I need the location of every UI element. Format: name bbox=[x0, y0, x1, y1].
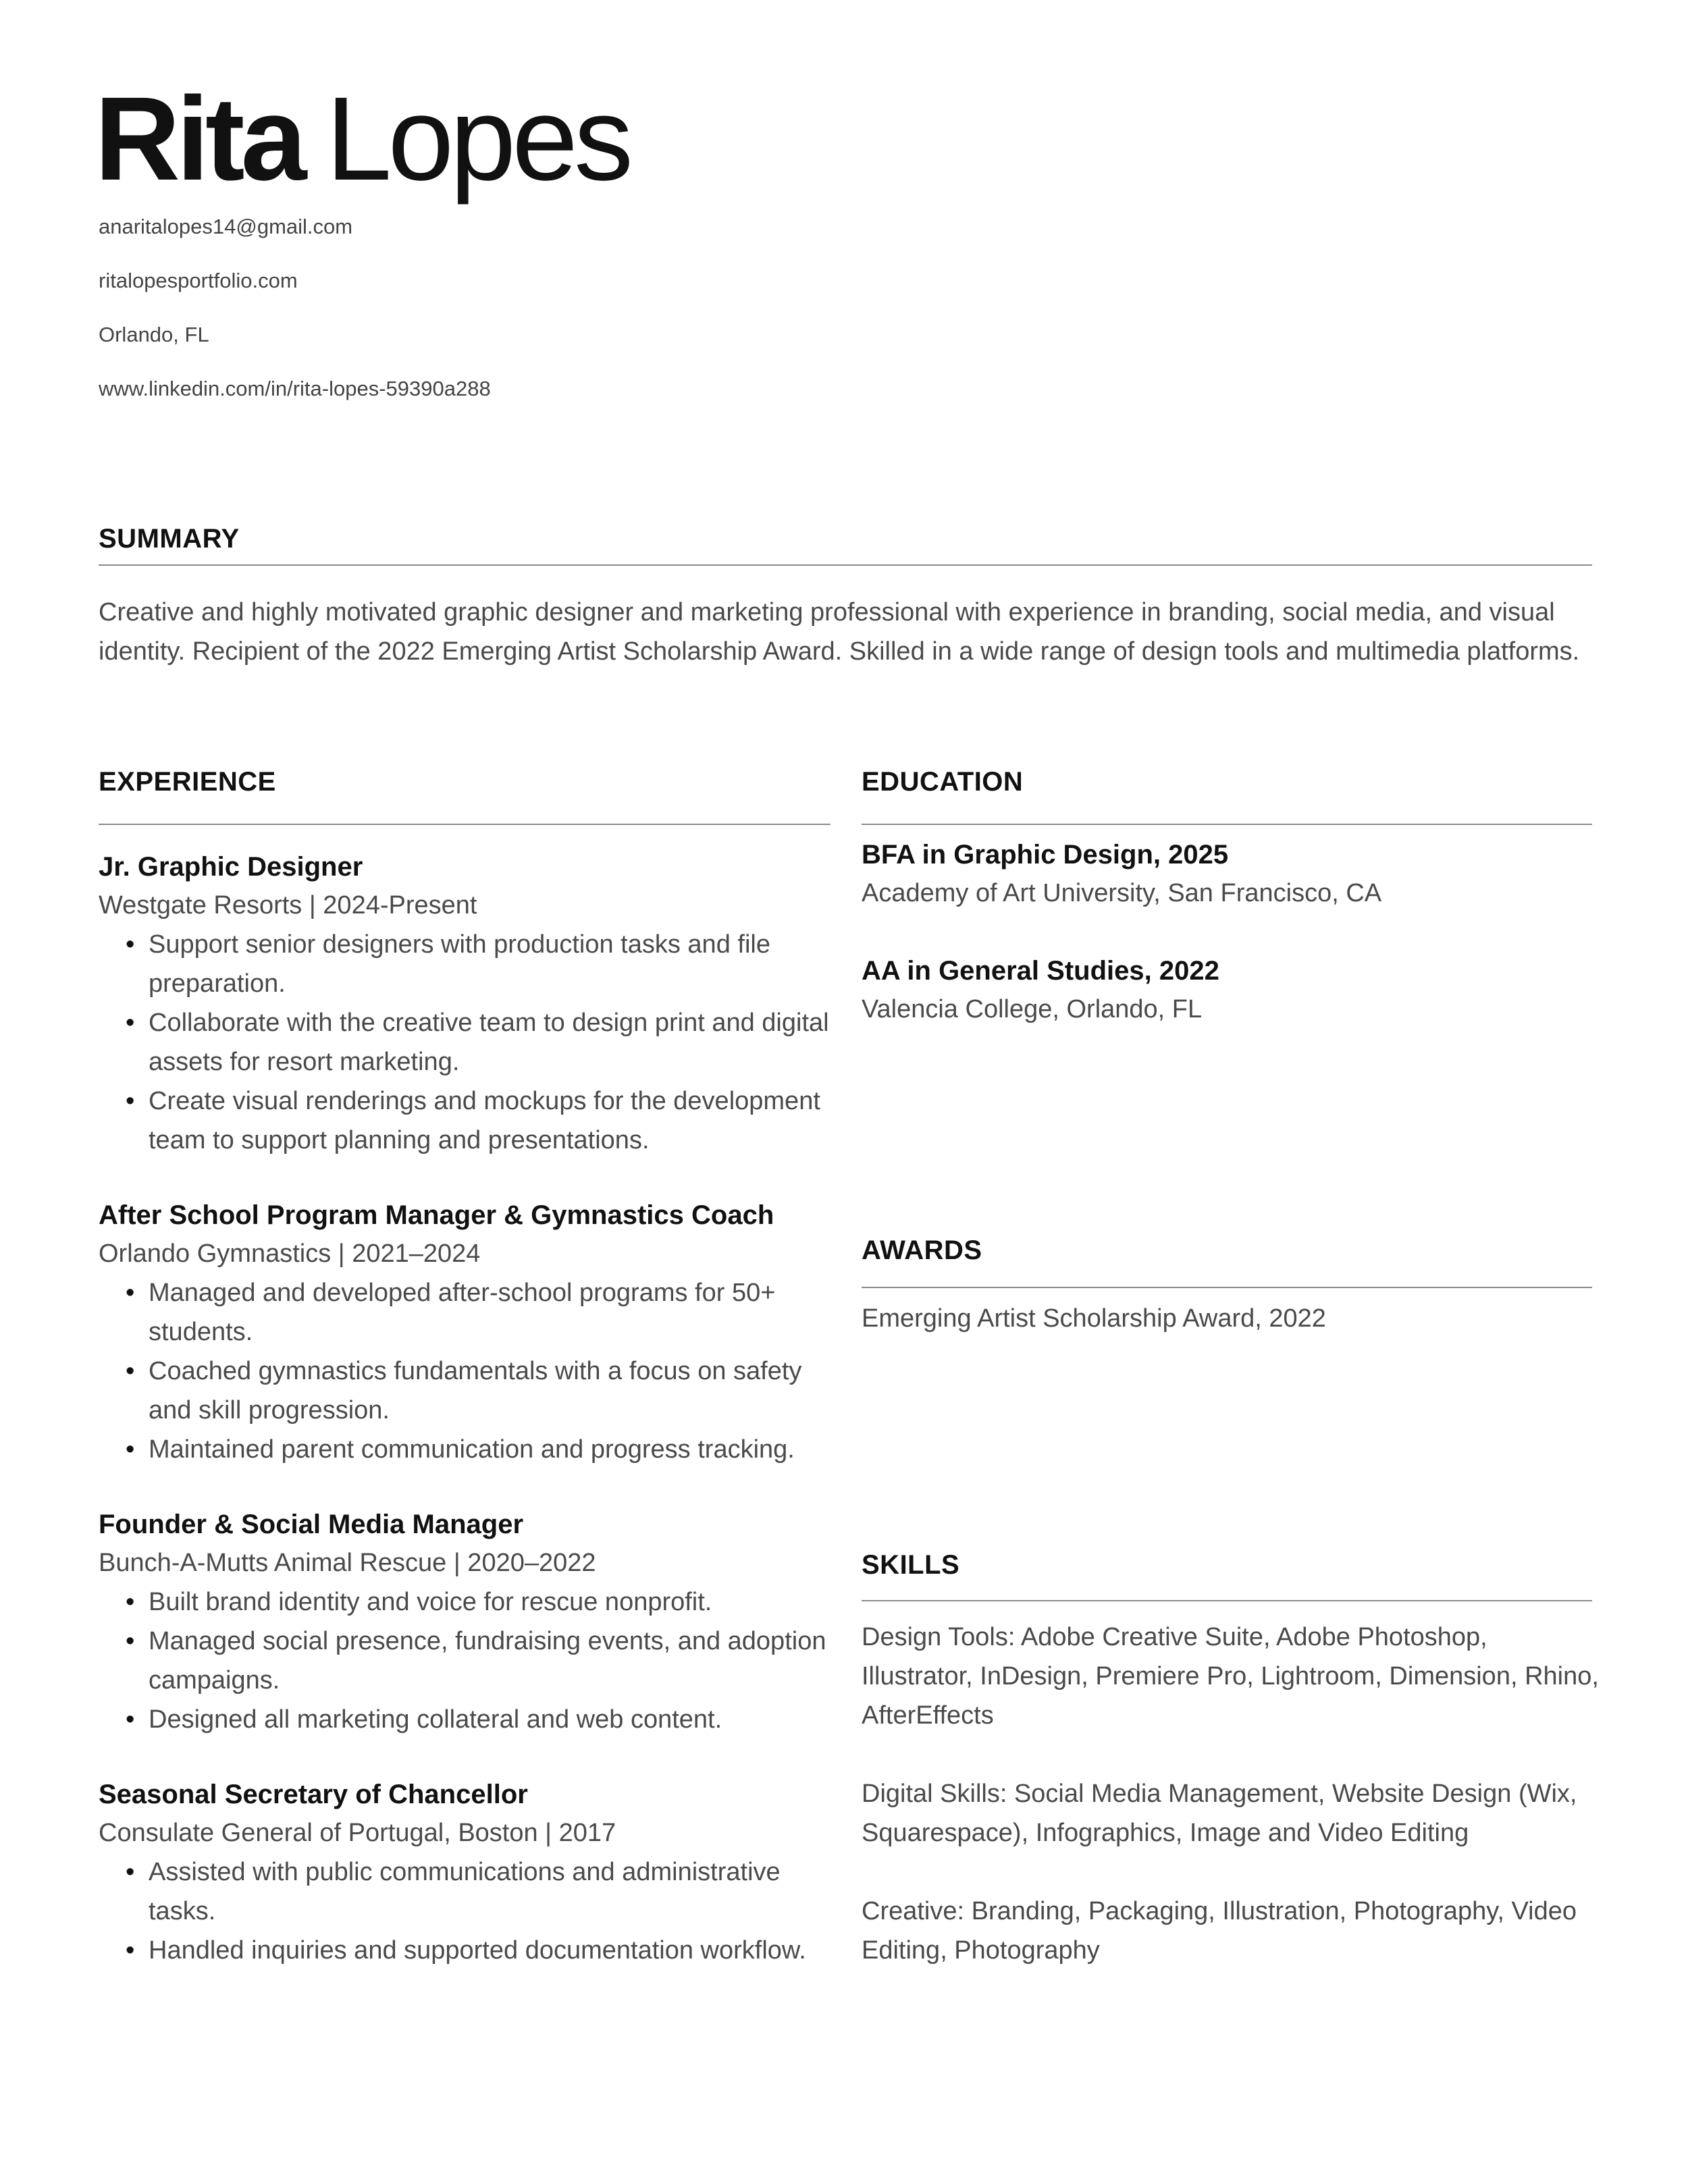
bullet-item bbox=[99, 1430, 848, 1469]
summary-heading: SUMMARY bbox=[99, 524, 240, 554]
first-name: Rita bbox=[95, 73, 303, 205]
bullet-item bbox=[99, 925, 848, 1003]
bullet-item bbox=[99, 1582, 848, 1622]
bullet-dot-icon: • bbox=[126, 1627, 135, 1655]
education-degree: BFA in Graphic Design, 2025 bbox=[862, 840, 1229, 870]
bullet-dot-icon: • bbox=[126, 1588, 135, 1616]
bullet-text: Maintained parent communication and progress tracking. bbox=[149, 1435, 795, 1464]
job-org: Consulate General of Portugal, Boston | 2017 bbox=[99, 1819, 616, 1847]
experience-divider bbox=[99, 824, 830, 825]
skills-creative: Creative: Branding, Packaging, Illustration, Photography, Video Editing, Photography bbox=[862, 1897, 1577, 1965]
skills-divider bbox=[862, 1600, 1592, 1601]
bullet-text: Collaborate with the creative team to design print and digital assets for resort marketing. bbox=[149, 1009, 829, 1076]
award-item: Emerging Artist Scholarship Award, 2022 bbox=[862, 1304, 1326, 1333]
job-bullets bbox=[99, 925, 848, 1160]
job-bullets bbox=[99, 1853, 848, 1970]
bullet-text: Managed and developed after-school programs for 50+ students. bbox=[149, 1279, 776, 1346]
bullet-item bbox=[99, 1931, 848, 1970]
awards-heading: AWARDS bbox=[862, 1235, 982, 1265]
bullet-text: Coached gymnastics fundamentals with a focus on safety and skill progression. bbox=[149, 1357, 802, 1424]
experience-heading: EXPERIENCE bbox=[99, 767, 276, 797]
bullet-item bbox=[99, 1853, 848, 1931]
bullet-dot-icon: • bbox=[126, 1357, 135, 1385]
bullet-dot-icon: • bbox=[126, 1279, 135, 1307]
bullet-text: Built brand identity and voice for rescue nonprofit. bbox=[149, 1588, 712, 1616]
contact-website[interactable]: ritalopesportfolio.com bbox=[99, 269, 298, 292]
education-heading: EDUCATION bbox=[862, 767, 1024, 797]
bullet-item bbox=[99, 1700, 848, 1739]
bullet-dot-icon: • bbox=[126, 1435, 135, 1464]
job-org: Orlando Gymnastics | 2021–2024 bbox=[99, 1240, 481, 1268]
summary-text: Creative and highly motivated graphic designer and marketing professional with experience in branding, social media, and visual identity. Recipient of the 2022 Emerging Artist Scholarship Award. Skilled in a wide range of design tools and multimedia platforms. bbox=[99, 598, 1580, 666]
bullet-text: Support senior designers with production tasks and file preparation. bbox=[149, 930, 770, 998]
job-title: Jr. Graphic Designer bbox=[99, 852, 363, 882]
bullet-text: Assisted with public communications and administrative tasks. bbox=[149, 1858, 781, 1925]
job-title: After School Program Manager & Gymnastics Coach bbox=[99, 1200, 774, 1230]
contact-linkedin[interactable]: www.linkedin.com/in/rita-lopes-59390a288 bbox=[99, 377, 491, 400]
bullet-dot-icon: • bbox=[126, 1936, 135, 1965]
bullet-dot-icon: • bbox=[126, 1858, 135, 1886]
skills-digital: Digital Skills: Social Media Management, Website Design (Wix, Squarespace), Infographics, Image and Video Editing bbox=[862, 1780, 1577, 1847]
bullet-dot-icon: • bbox=[126, 1705, 135, 1734]
job-org: Westgate Resorts | 2024-Present bbox=[99, 891, 477, 920]
education-divider bbox=[862, 824, 1592, 825]
summary-divider bbox=[99, 564, 1592, 566]
job-title: Seasonal Secretary of Chancellor bbox=[99, 1780, 528, 1809]
awards-divider bbox=[862, 1287, 1592, 1288]
bullet-item bbox=[99, 1082, 848, 1160]
bullet-dot-icon: • bbox=[126, 930, 135, 959]
bullet-dot-icon: • bbox=[126, 1009, 135, 1037]
contact-location: Orlando, FL bbox=[99, 323, 209, 346]
contact-email[interactable]: anaritalopes14@gmail.com bbox=[99, 215, 353, 238]
bullet-item bbox=[99, 1352, 848, 1430]
bullet-text: Managed social presence, fundraising events, and adoption campaigns. bbox=[149, 1627, 826, 1695]
job-org: Bunch-A-Mutts Animal Rescue | 2020–2022 bbox=[99, 1549, 596, 1577]
bullet-text: Handled inquiries and supported documentation workflow. bbox=[149, 1936, 806, 1965]
bullet-item bbox=[99, 1622, 848, 1700]
bullet-item bbox=[99, 1273, 848, 1352]
skills-design-tools: Design Tools: Adobe Creative Suite, Adobe Photoshop, Illustrator, InDesign, Premiere Pro, Lightroom, Dimension, Rhino, AfterEffects bbox=[862, 1623, 1599, 1730]
bullet-item bbox=[99, 1003, 848, 1082]
bullet-dot-icon: • bbox=[126, 1087, 135, 1115]
bullet-text: Designed all marketing collateral and web content. bbox=[149, 1705, 722, 1734]
job-bullets bbox=[99, 1273, 848, 1469]
bullet-text: Create visual renderings and mockups for the development team to support planning and presentations. bbox=[149, 1087, 820, 1154]
education-degree: AA in General Studies, 2022 bbox=[862, 956, 1219, 986]
last-name: Lopes bbox=[325, 73, 630, 205]
education-school: Academy of Art University, San Francisco, CA bbox=[862, 879, 1382, 907]
education-school: Valencia College, Orlando, FL bbox=[862, 995, 1203, 1023]
candidate-name bbox=[95, 73, 630, 205]
job-bullets bbox=[99, 1582, 848, 1739]
job-title: Founder & Social Media Manager bbox=[99, 1510, 524, 1539]
skills-heading: SKILLS bbox=[862, 1550, 960, 1580]
